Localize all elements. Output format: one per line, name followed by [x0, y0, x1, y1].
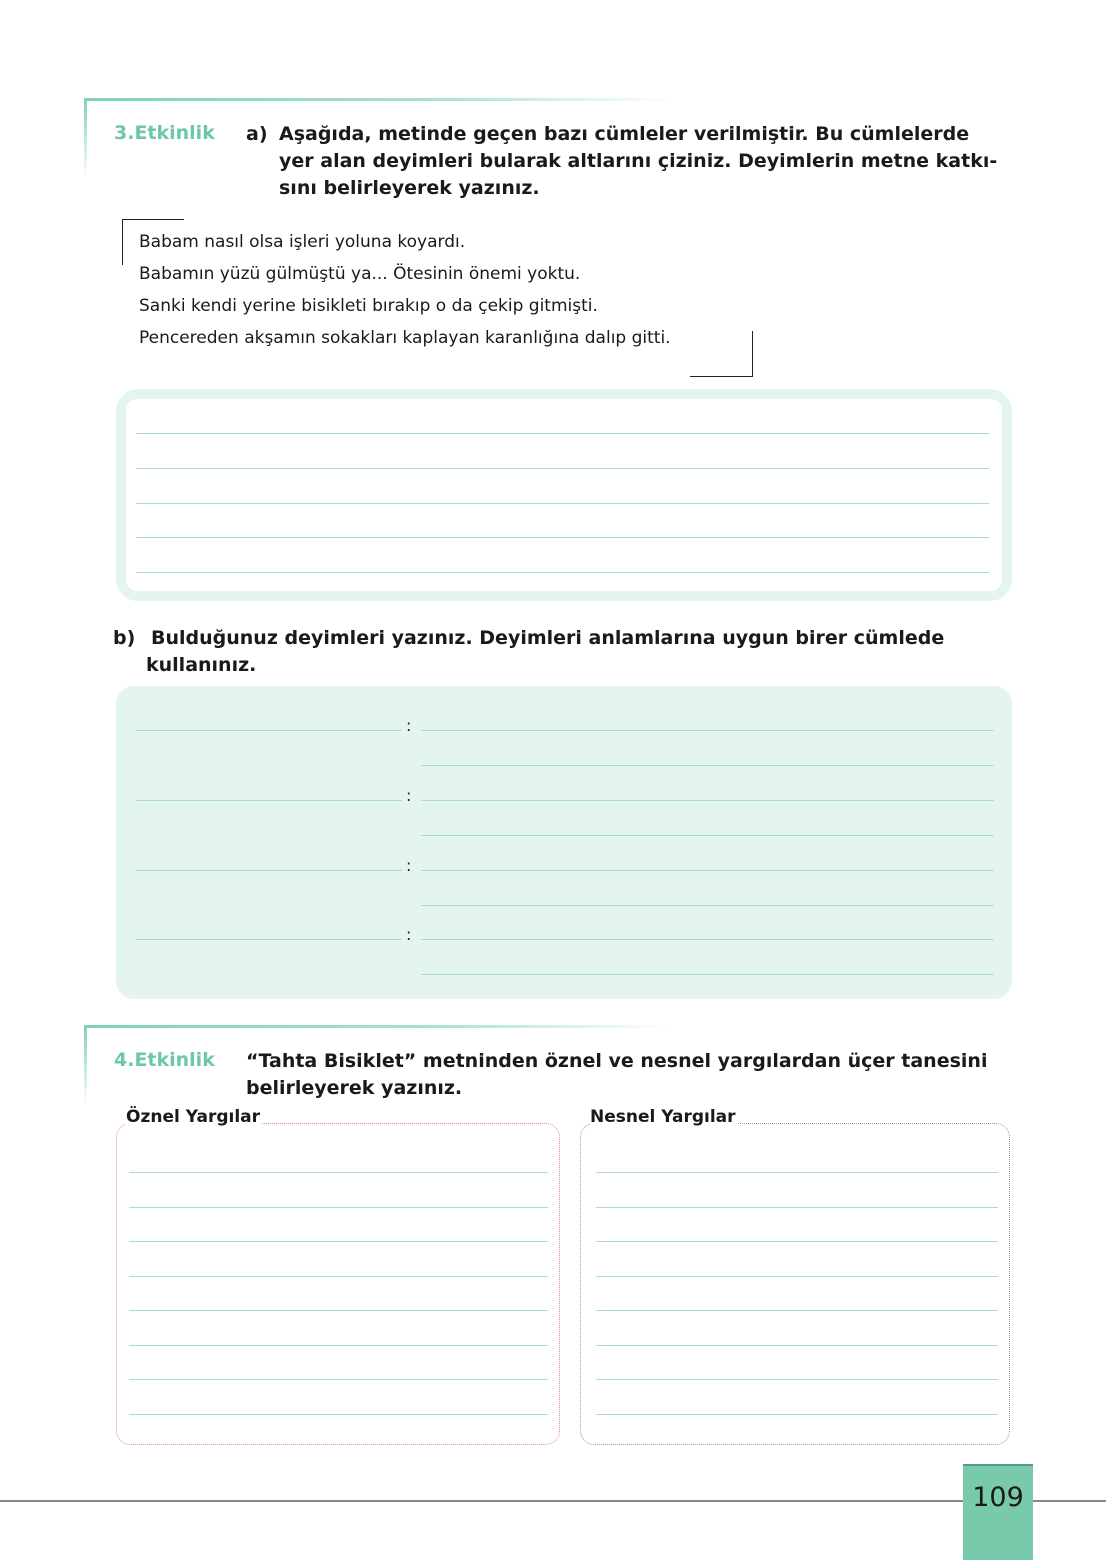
colon: :: [406, 925, 412, 944]
answer-line[interactable]: [129, 1172, 548, 1173]
page-number: 109: [972, 1482, 1024, 1513]
part-a-instruction-line: Aşağıda, metinde geçen bazı cümleler verilmiştir. Bu cümlelerde: [279, 123, 970, 145]
activity3-title: 3.Etkinlik: [114, 122, 215, 144]
sentence-line[interactable]: [421, 835, 994, 836]
answer-line[interactable]: [129, 1276, 548, 1277]
part-b-answer-box: [116, 686, 1012, 999]
sentence-line[interactable]: [421, 939, 994, 940]
answer-line[interactable]: [129, 1207, 548, 1208]
sentence-item: Sanki kendi yerine bisikleti bırakıp o da çekip gitmişti.: [139, 296, 598, 316]
answer-line[interactable]: [129, 1345, 548, 1346]
activity4-accent-left: [84, 1025, 87, 1105]
idiom-line[interactable]: [136, 939, 402, 940]
part-a-answer-box[interactable]: [116, 389, 1012, 601]
activity3-accent-top: [84, 98, 674, 101]
sentence-line[interactable]: [421, 765, 994, 766]
part-b-instruction-line: kullanınız.: [146, 654, 257, 676]
part-a-instruction-line: sını belirleyerek yazınız.: [279, 177, 540, 199]
answer-line[interactable]: [136, 433, 989, 434]
answer-line[interactable]: [596, 1379, 998, 1380]
answer-line[interactable]: [596, 1345, 998, 1346]
objective-label: Nesnel Yargılar: [590, 1107, 736, 1127]
activity4-title: 4.Etkinlik: [114, 1049, 215, 1071]
sentence-line[interactable]: [421, 730, 994, 731]
answer-line[interactable]: [136, 572, 989, 573]
answer-line[interactable]: [596, 1172, 998, 1173]
sentence-item: Babamın yüzü gülmüştü ya... Ötesinin önemi yoktu.: [139, 264, 581, 284]
sentence-line[interactable]: [421, 870, 994, 871]
idiom-line[interactable]: [136, 800, 402, 801]
sentence-item: Pencereden akşamın sokakları kaplayan karanlığına dalıp gitti.: [139, 328, 671, 348]
answer-line[interactable]: [596, 1207, 998, 1208]
colon: :: [406, 856, 412, 875]
answer-line[interactable]: [136, 537, 989, 538]
footer-rule: [0, 1500, 1106, 1502]
sentence-list: [139, 226, 759, 354]
sentence-line[interactable]: [421, 905, 994, 906]
activity4-instruction: [246, 1048, 1006, 1102]
sentence-line[interactable]: [421, 974, 994, 975]
part-b-instruction-line: Bulduğunuz deyimleri yazınız. Deyimleri anlamlarına uygun birer cümlede: [151, 627, 945, 649]
activity4-instruction-line: “Tahta Bisiklet” metninden öznel ve nesnel yargılardan üçer tanesini: [246, 1050, 988, 1072]
answer-line[interactable]: [136, 503, 989, 504]
answer-line[interactable]: [136, 468, 989, 469]
answer-line[interactable]: [596, 1310, 998, 1311]
idiom-line[interactable]: [136, 730, 402, 731]
part-b-label: b): [113, 627, 136, 649]
answer-line[interactable]: [129, 1241, 548, 1242]
answer-line[interactable]: [596, 1241, 998, 1242]
subjective-label: Öznel Yargılar: [126, 1107, 261, 1127]
activity3-accent-left: [84, 98, 87, 178]
answer-line[interactable]: [129, 1310, 548, 1311]
idiom-line[interactable]: [136, 870, 402, 871]
sentence-item: Babam nasıl olsa işleri yoluna koyardı.: [139, 232, 466, 252]
sentence-line[interactable]: [421, 800, 994, 801]
answer-line[interactable]: [596, 1414, 998, 1415]
answer-line[interactable]: [129, 1379, 548, 1380]
part-a-instruction-line: yer alan deyimleri bularak altlarını çiziniz. Deyimlerin metne katkı-: [279, 150, 998, 172]
activity4-accent-top: [84, 1025, 674, 1028]
colon: :: [406, 786, 412, 805]
colon: :: [406, 716, 412, 735]
part-a-label: a): [246, 123, 268, 145]
activity4-instruction-line: belirleyerek yazınız.: [246, 1077, 463, 1099]
answer-line[interactable]: [129, 1414, 548, 1415]
answer-line[interactable]: [596, 1276, 998, 1277]
part-a-instruction: [279, 121, 1009, 202]
